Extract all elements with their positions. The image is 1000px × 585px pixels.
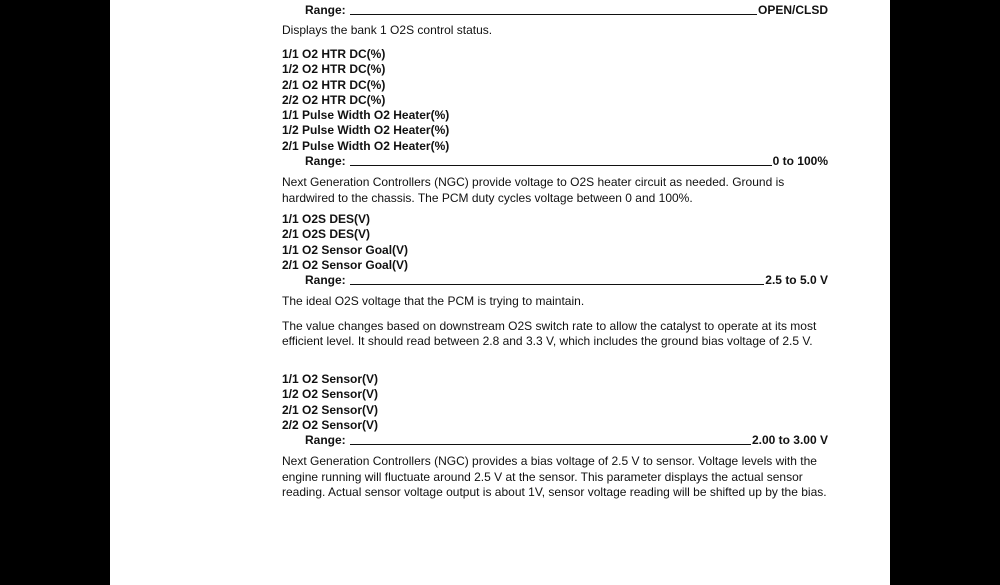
- param-name: 1/1 O2S DES(V): [282, 212, 371, 226]
- param-name: 1/2 O2 HTR DC(%): [282, 62, 386, 77]
- section-o2s-control-status: [282, 3, 828, 39]
- range-label: Range:: [305, 273, 346, 288]
- description: The value changes based on downstream O2S switch rate to allow the catalyst to operate at its most efficient level. It should read between 2.8 and 3.3 V, which includes the ground bias voltage of 2.5 V.: [282, 318, 817, 349]
- param-name: 1/2 Pulse Width O2 Heater(%): [282, 123, 450, 138]
- param-name: 2/1 O2 Sensor(V): [282, 402, 379, 417]
- param-name: 2/2 O2 HTR DC(%): [282, 92, 386, 107]
- range-leader-line: [350, 165, 772, 166]
- document-page: [110, 0, 890, 585]
- param-name: 1/1 O2 Sensor Goal(V): [282, 242, 409, 257]
- range-leader-line: [350, 14, 757, 15]
- param-name: 1/1 O2 HTR DC(%): [282, 47, 386, 61]
- range-value: 0 to 100%: [772, 154, 828, 169]
- range-row: [282, 3, 828, 18]
- param-name: 2/1 O2S DES(V): [282, 227, 371, 242]
- description: Next Generation Controllers (NGC) provide voltage to O2S heater circuit as needed. Ground is hardwired to the chassis. The PCM duty cycles voltage between 0 and 100%.: [282, 175, 785, 205]
- param-name: 1/1 Pulse Width O2 Heater(%): [282, 108, 450, 123]
- range-row: [282, 154, 828, 169]
- section-o2s-desired: [282, 212, 828, 349]
- range-leader-line: [350, 444, 751, 445]
- section-o2-sensor: [282, 372, 828, 500]
- range-row: [282, 273, 828, 288]
- range-label: Range:: [305, 433, 346, 448]
- param-name: 1/2 O2 Sensor(V): [282, 387, 379, 402]
- description: Displays the bank 1 O2S control status.: [282, 23, 493, 38]
- param-name: 2/2 O2 Sensor(V): [282, 417, 379, 432]
- param-name: 2/1 Pulse Width O2 Heater(%): [282, 138, 450, 153]
- range-label: Range:: [305, 154, 346, 169]
- section-o2-heater: [282, 47, 828, 206]
- range-value: OPEN/CLSD: [757, 3, 828, 17]
- range-value: 2.00 to 3.00 V: [751, 433, 828, 448]
- param-name: 1/1 O2 Sensor(V): [282, 372, 379, 386]
- range-row: [282, 433, 828, 448]
- param-name: 2/1 O2 HTR DC(%): [282, 77, 386, 92]
- description: The ideal O2S voltage that the PCM is trying to maintain.: [282, 294, 585, 309]
- range-leader-line: [350, 284, 765, 285]
- range-value: 2.5 to 5.0 V: [765, 273, 828, 288]
- range-label: Range:: [305, 3, 346, 17]
- param-name: 2/1 O2 Sensor Goal(V): [282, 257, 409, 272]
- description: Next Generation Controllers (NGC) provides a bias voltage of 2.5 V to sensor. Voltage levels with the engine running will fluctuate around 2.5 V at the sensor. This parameter displays the actual sensor reading. Actual sensor voltage output is about 1V, sensor voltage reading will be shifted up by the bias.: [282, 454, 827, 500]
